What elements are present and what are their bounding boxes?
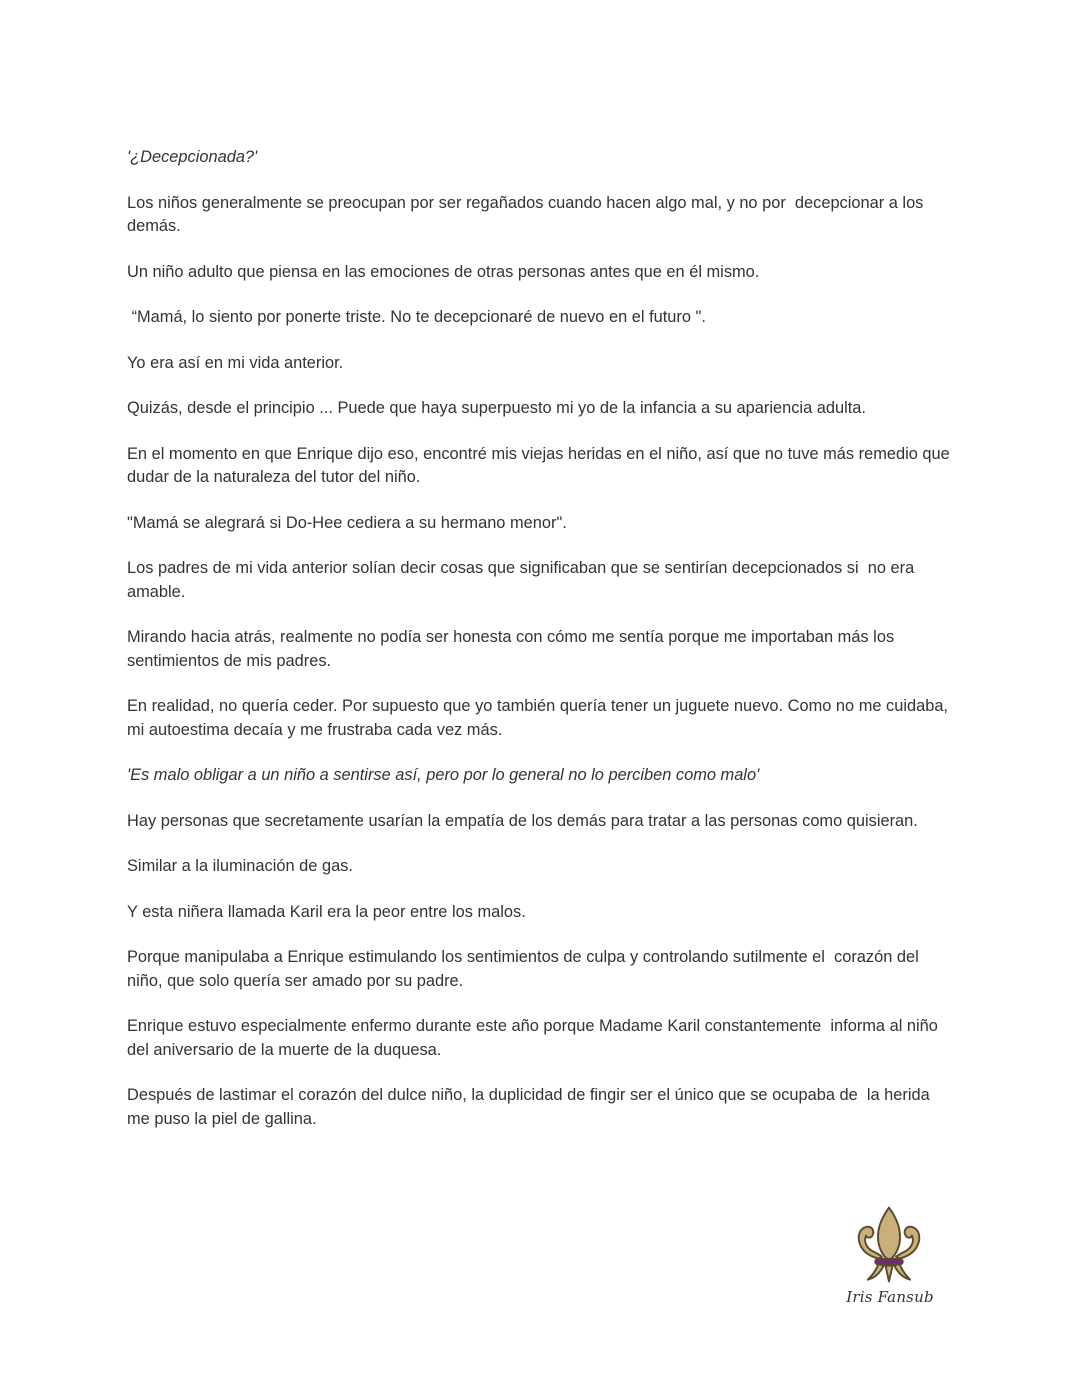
paragraph: Porque manipulaba a Enrique estimulando los sentimientos de culpa y controlando sutilmente el corazón del niño, que solo quería ser amado por su padre. — [127, 948, 924, 990]
paragraph: "Mamá se alegrará si Do-Hee cediera a su hermano menor". — [127, 513, 567, 532]
logo-text: Iris Fansub — [846, 1288, 934, 1306]
iris-fansub-logo — [836, 1204, 946, 1314]
paragraph: 'Es malo obligar a un niño a sentirse así, pero por lo general no lo perciben como malo' — [127, 766, 760, 784]
paragraph: Quizás, desde el principio ... Puede que haya superpuesto mi yo de la infancia a su apariencia adulta. — [127, 399, 866, 417]
paragraph: Un niño adulto que piensa en las emociones de otras personas antes que en él mismo. — [127, 262, 760, 281]
paragraph: Y esta niñera llamada Karil era la peor entre los malos. — [127, 902, 526, 921]
paragraph: Hay personas que secretamente usarían la empatía de los demás para tratar a las personas como quisieran. — [127, 811, 918, 830]
paragraph: Similar a la iluminación de gas. — [127, 857, 353, 875]
paragraph: '¿Decepcionada?' — [127, 148, 258, 166]
paragraph: Los niños generalmente se preocupan por ser regañados cuando hacen algo mal, y no por decepcionar a los demás. — [127, 193, 928, 235]
paragraph: En realidad, no quería ceder. Por supuesto que yo también quería tener un juguete nuevo. Como no me cuidaba, mi autoestima decaía y me frustraba cada vez más. — [127, 697, 953, 739]
paragraph: Yo era así en mi vida anterior. — [127, 353, 344, 372]
paragraph: Los padres de mi vida anterior solían decir cosas que significaban que se sentirían decepcionados si no era amable. — [127, 559, 919, 601]
paragraph: Enrique estuvo especialmente enfermo durante este año porque Madame Karil constantemente informa al niño del aniversario de la muerte de la duquesa. — [127, 1017, 943, 1059]
paragraph: Después de lastimar el corazón del dulce niño, la duplicidad de fingir ser el único que se ocupaba de la herida me puso la piel de gallina. — [127, 1086, 935, 1128]
document-body — [127, 146, 955, 1153]
fleur-de-lis-icon — [844, 1204, 934, 1292]
paragraph: En el momento en que Enrique dijo eso, encontré mis viejas heridas en el niño, así que no tuve más remedio que dudar de la naturaleza del tutor del niño. — [127, 444, 955, 486]
paragraph: Mirando hacia atrás, realmente no podía ser honesta con cómo me sentía porque me importaban más los sentimientos de mis padres. — [127, 628, 899, 670]
paragraph: “Mamá, lo siento por ponerte triste. No te decepcionaré de nuevo en el futuro ". — [127, 308, 706, 326]
